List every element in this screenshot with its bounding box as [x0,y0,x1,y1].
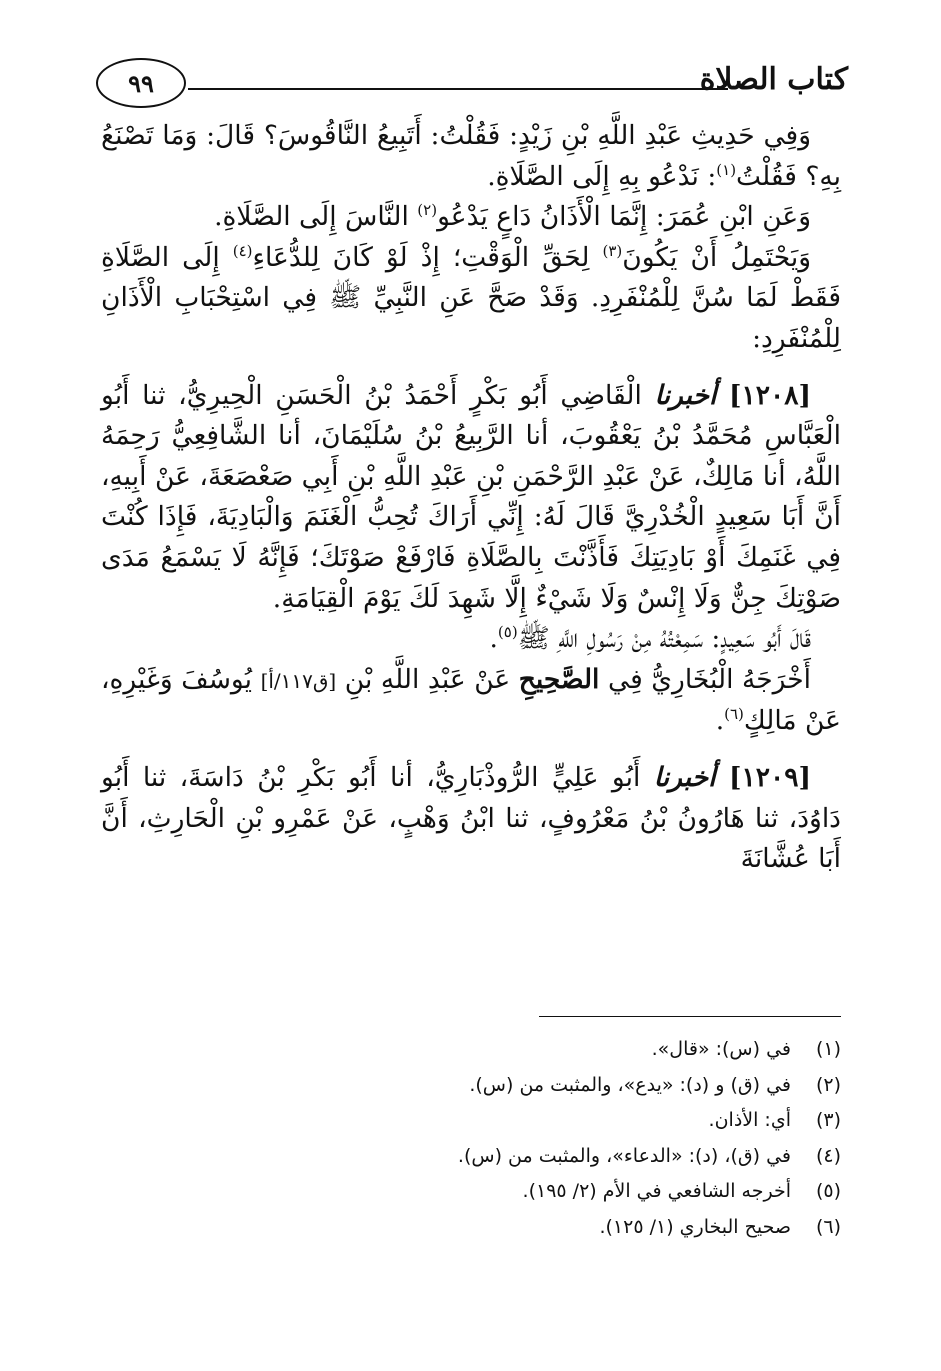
footnote-text: أخرجه الشافعي في الأم (٢/ ١٩٥). [522,1180,791,1202]
header-rule [188,88,728,90]
footnote-number: (١) [815,1038,841,1060]
footnote-separator [539,1016,841,1017]
hadith-number: [١٢٠٩] [728,761,811,793]
sahih-title: الصَّحِيحِ [518,663,600,695]
paragraph-abu-saeed: قَالَ أَبُو سَعِيدٍ: سَمِعْتُهُ مِنْ رَسُولِ اللَّهِ ﷺ$^{(٥)}$. [489,623,811,655]
paragraph-bukhari: أَخْرَجَهُ الْبُخَارِيُّ فِي الصَّحِيحِ عَنْ عَبْدِ اللَّهِ بْنِ [ق١١٧/أ] يُوسُفَ وَغَيْرِهِ، عَنْ مَالِكٍ$^{(٦)}$. [101,663,841,737]
paragraph-ibn-umar: وَعَنِ ابْنِ عُمَرَ: إِنَّمَا الْأَذَانُ دَاعٍ يَدْعُو$^{(٢)}$ النَّاسَ إِلَى الصَّلَاةِ. [214,201,811,233]
footnote-ref-3[interactable]: (٣) [602,241,623,260]
footnote-number: (٢) [815,1073,841,1096]
hadith-number: [١٢٠٨] [728,379,811,411]
manuscript-folio-marker: [ق١١٧/أ] [260,668,337,693]
page-header [96,58,848,108]
footnote-item [101,1068,841,1104]
footnote-text: في (س): «قال». [651,1038,791,1060]
footnote-number: (٤) [815,1144,841,1167]
footnote-item [101,1210,841,1246]
paragraph-ihtimal: وَيَحْتَمِلُ أَنْ يَكُونَ$^{(٣)}$ لِحَقِّ الْوَقْتِ؛ إِذْ لَوْ كَانَ لِلدُّعَاءِ$^{(٤)}$ إِلَى الصَّلَاةِ فَقَطْ لَمَا سُنَّ لِلْمُنْفَرِدِ. وَقَدْ صَحَّ عَنِ النَّبِيِّ ﷺ فِي اسْتِحْبَابِ الْأَذَانِ لِلْمُنْفَرِدِ: [101,241,841,354]
footnote-number: (٣) [815,1109,841,1131]
footnote-number: (٦) [815,1215,841,1238]
running-title: كتاب الصلاة [699,62,848,97]
hadith-1208: [١٢٠٨] أخبرنا الْقَاضِي أَبُو بَكْرٍ أَحْمَدُ بْنُ الْحَسَنِ الْحِيرِيُّ، ثنا أَبُو الْعَبَّاسِ مُحَمَّدُ بْنُ يَعْقُوبَ، أنا الرَّبِيعُ بْنُ سُلَيْمَانَ، أنا الشَّافِعِيُّ رَحِمَهُ اللَّهُ، أنا مَالِكٌ، عَنْ عَبْدِ الرَّحْمَنِ بْنِ عَبْدِ اللَّهِ بْنِ أَبِي صَعْصَعَةَ، عَنْ أَبِيهِ، أَنَّ أَبَا سَعِيدٍ الْخُدْرِيَّ قَالَ لَهُ: إِنِّي أَرَاكَ تُحِبُّ الْغَنَمَ وَالْبَادِيَةَ، فَإِذَا كُنْتَ فِي غَنَمِكَ أَوْ بَادِيَتِكَ فَأَذَّنْتَ بِالصَّلَاةِ فَارْفَعْ صَوْتَكَ؛ فَإِنَّهُ لَا يَسْمَعُ مَدَى صَوْتِكَ جِنٌّ وَلَا إِنْسٌ وَلَا شَيْءٌ إِلَّا شَهِدَ لَكَ يَوْمَ الْقِيَامَةِ. [101,379,841,614]
akhbarana-label: أخبرنا [653,761,716,793]
footnote-item [101,1174,841,1210]
footnote-ref-1[interactable]: (١) [716,160,737,179]
akhbarana-label: أخبرنا [654,379,717,411]
footnote-text: صحيح البخاري (١/ ١٢٥). [599,1215,791,1238]
footnote-ref-2[interactable]: (٢) [417,201,438,220]
page-number: ٩٩ [96,58,186,108]
footnote-ref-4[interactable]: (٤) [232,241,253,260]
footnote-number: (٥) [815,1180,841,1202]
paragraph-naqus: وَفِي حَدِيثِ عَبْدِ اللَّهِ بْنِ زَيْدٍ: فَقُلْتُ: أَتَبِيعُ النَّاقُوسَ؟ قَالَ: وَمَا تَصْنَعُ بِهِ؟ فَقُلْتُ$^{(١)}$: نَدْعُو بِهِ إِلَى الصَّلَاةِ. [101,120,841,192]
body-text [101,116,841,880]
footnotes [101,1032,841,1245]
footnote-text: في (ق)، (د): «الدعاء»، والمثبت من (س). [457,1144,791,1167]
hadith-1209: [١٢٠٩] أخبرنا أَبُو عَلِيٍّ الرُّوذْبَارِيُّ، أنا أَبُو بَكْرِ بْنُ دَاسَةَ، ثنا أَبُو دَاوُدَ، ثنا هَارُونُ بْنُ مَعْرُوفٍ، ثنا ابْنُ وَهْبٍ، عَنْ عَمْرِو بْنِ الْحَارِثِ، أَنَّ أَبَا عُشَّانَةَ [101,761,841,875]
footnote-text: في (ق) و (د): «يدع»، والمثبت من (س). [469,1073,791,1096]
footnote-text: أي: الأذان. [708,1109,791,1131]
footnote-item [101,1139,841,1175]
footnote-ref-6[interactable]: (٦) [724,705,744,724]
footnote-item [101,1032,841,1068]
footnote-item [101,1103,841,1139]
footnote-ref-5[interactable]: (٥) [497,623,518,642]
